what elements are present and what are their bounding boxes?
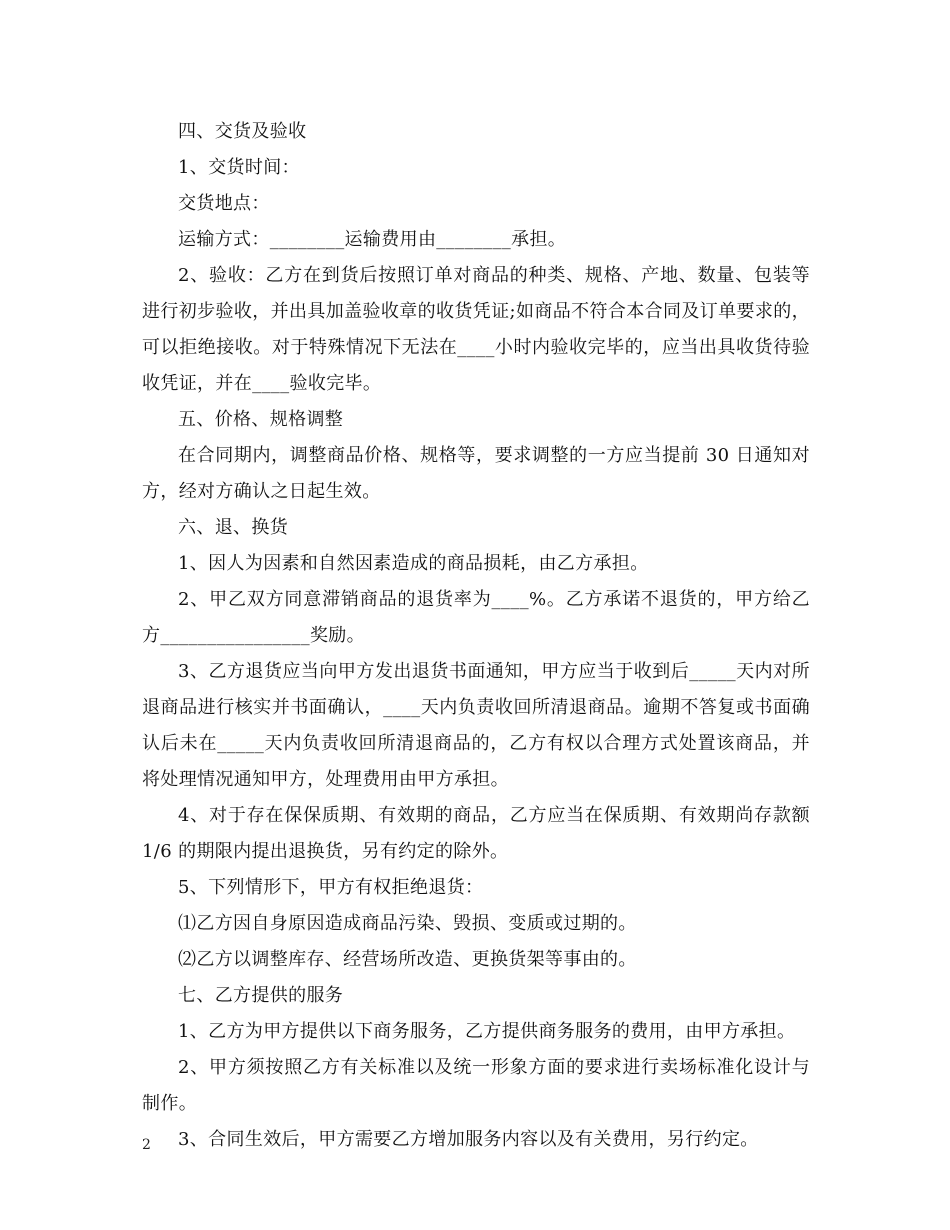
paragraph-returns-4: 4、对于存在保保质期、有效期的商品，乙方应当在保质期、有效期尚存款额1/6 的期限内提出退换货，另有约定的除外。 (142, 805, 810, 862)
section-heading-services: 七、乙方提供的服务 (178, 985, 344, 1006)
paragraph-services-3: 3、合同生效后，甲方需要乙方增加服务内容以及有关费用，另行约定。 (178, 1129, 759, 1150)
paragraph-delivery-location: 交货地点： (178, 193, 270, 214)
paragraph-returns-5-item-2: ⑵乙方以调整库存、经营场所改造、更换货架等事由的。 (178, 949, 637, 970)
paragraph-services-2: 2、甲方须按照乙方有关标准以及统一形象方面的要求进行卖场标准化设计与制作。 (142, 1057, 810, 1114)
paragraph-services-1: 1、乙方为甲方提供以下商务服务，乙方提供商务服务的费用，由甲方承担。 (178, 1021, 796, 1042)
paragraph-returns-3: 3、乙方退货应当向甲方发出退货书面通知，甲方应当于收到后_____天内对所退商品进行核实并书面确认，____天内负责收回所清退商品。逾期不答复或书面确认后未在_____天内负责收回所清退商品的，乙方有权以合理方式处置该商品，并将处理情况通知甲方，处理费用由甲方承担。 (142, 661, 810, 790)
paragraph-returns-1: 1、因人为因素和自然因素造成的商品损耗，由乙方承担。 (178, 553, 649, 574)
paragraph-delivery-time: 1、交货时间： (178, 157, 300, 178)
paragraph-returns-5: 5、下列情形下，甲方有权拒绝退货： (178, 877, 484, 898)
paragraph-transport-method: 运输方式：________运输费用由________承担。 (178, 229, 567, 250)
page-number: 2 (142, 1137, 151, 1153)
paragraph-inspection: 2、验收：乙方在到货后按照订单对商品的种类、规格、产地、数量、包装等进行初步验收，并出具加盖验收章的收货凭证;如商品不符合本合同及订单要求的，可以拒绝接收。对于特殊情况下无法在____小时内验收完毕的，应当出具收货待验收凭证，并在____验收完毕。 (142, 265, 810, 394)
section-heading-price-adjustment: 五、价格、规格调整 (178, 409, 344, 430)
paragraph-returns-2: 2、甲乙双方同意滞销商品的退货率为____%。乙方承诺不退货的，甲方给乙方________________奖励。 (142, 589, 810, 646)
paragraph-price-adjustment: 在合同期内，调整商品价格、规格等，要求调整的一方应当提前 30 日通知对方，经对方确认之日起生效。 (142, 445, 810, 502)
section-heading-delivery: 四、交货及验收 (178, 121, 307, 142)
section-heading-returns: 六、退、换货 (178, 517, 289, 538)
document-body (142, 114, 810, 1158)
paragraph-returns-5-item-1: ⑴乙方因自身原因造成商品污染、毁损、变质或过期的。 (178, 913, 637, 934)
